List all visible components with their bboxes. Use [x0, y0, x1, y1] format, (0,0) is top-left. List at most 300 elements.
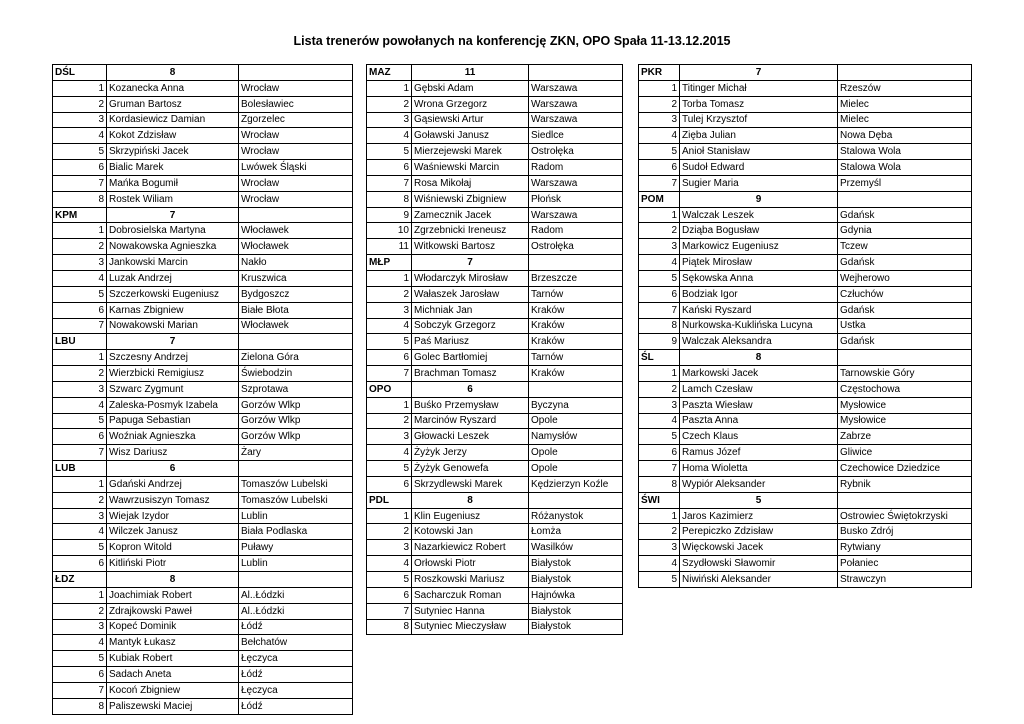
row-number: 11: [367, 239, 412, 255]
row-number: 5: [53, 540, 107, 556]
trainer-city: Lublin: [239, 508, 353, 524]
trainer-city: Białystok: [529, 619, 623, 635]
row-number: 2: [53, 492, 107, 508]
row-number: 3: [639, 112, 680, 128]
trainer-row: [367, 191, 623, 207]
trainer-row: [367, 112, 623, 128]
trainer-row: [367, 556, 623, 572]
region-code: MAZ: [367, 65, 412, 81]
page-title: Lista trenerów powołanych na konferencję ZKN, OPO Spała 11-13.12.2015: [293, 34, 731, 48]
trainer-row: [639, 286, 972, 302]
trainer-city: Al..Łódzki: [239, 587, 353, 603]
row-number: 7: [367, 366, 412, 382]
trainer-name: Niwiński Aleksander: [680, 572, 838, 588]
trainer-count: 7: [107, 207, 239, 223]
trainer-city: Świebodzin: [239, 366, 353, 382]
row-number: 1: [639, 80, 680, 96]
trainer-name: Tulej Krzysztof: [680, 112, 838, 128]
row-number: 10: [367, 223, 412, 239]
trainer-city: Rytwiany: [838, 540, 972, 556]
trainer-city: Człuchów: [838, 286, 972, 302]
row-number: 3: [53, 112, 107, 128]
empty-cell: [239, 572, 353, 588]
trainer-city: Kraków: [529, 318, 623, 334]
trainer-row: [639, 128, 972, 144]
row-number: 6: [53, 667, 107, 683]
empty-cell: [529, 381, 623, 397]
trainer-count: 7: [107, 334, 239, 350]
region-table-right: [638, 64, 972, 588]
row-number: 2: [367, 96, 412, 112]
trainer-name: Wałaszek Jarosław: [412, 286, 529, 302]
row-number: 4: [639, 556, 680, 572]
region-code: LUB: [53, 461, 107, 477]
trainer-name: Mantyk Łukasz: [107, 635, 239, 651]
trainer-city: Wrocław: [239, 175, 353, 191]
trainer-row: [639, 476, 972, 492]
row-number: 5: [639, 572, 680, 588]
trainer-city: Warszawa: [529, 96, 623, 112]
trainer-city: Radom: [529, 223, 623, 239]
row-number: 1: [639, 366, 680, 382]
trainer-name: Bialic Marek: [107, 160, 239, 176]
region-header-row: [639, 65, 972, 81]
trainer-row: [367, 587, 623, 603]
trainer-name: Buśko Przemysław: [412, 397, 529, 413]
row-number: 6: [53, 160, 107, 176]
region-header-row: [53, 207, 353, 223]
trainer-name: Żyżyk Jerzy: [412, 445, 529, 461]
trainer-city: Namysłów: [529, 429, 623, 445]
trainer-city: Hajnówka: [529, 587, 623, 603]
row-number: 7: [367, 175, 412, 191]
trainer-name: Mańka Bogumił: [107, 175, 239, 191]
trainer-row: [639, 445, 972, 461]
trainer-city: Mysłowice: [838, 413, 972, 429]
trainer-count: 7: [412, 255, 529, 271]
trainer-city: Rybnik: [838, 476, 972, 492]
trainer-city: Częstochowa: [838, 381, 972, 397]
region-header-row: [367, 492, 623, 508]
empty-cell: [838, 191, 972, 207]
trainer-row: [367, 128, 623, 144]
trainer-city: Włocławek: [239, 223, 353, 239]
row-number: 4: [53, 128, 107, 144]
trainer-count: 8: [412, 492, 529, 508]
trainer-name: Kordasiewicz Damian: [107, 112, 239, 128]
row-number: 2: [53, 366, 107, 382]
trainer-city: Stalowa Wola: [838, 160, 972, 176]
trainer-name: Wilczek Janusz: [107, 524, 239, 540]
trainer-row: [639, 160, 972, 176]
trainer-count: 11: [412, 65, 529, 81]
trainer-row: [53, 651, 353, 667]
trainer-row: [367, 318, 623, 334]
trainer-city: Tarnów: [529, 286, 623, 302]
row-number: 7: [639, 461, 680, 477]
region-header-row: [367, 255, 623, 271]
trainer-row: [53, 397, 353, 413]
trainer-name: Sadach Aneta: [107, 667, 239, 683]
trainer-row: [639, 556, 972, 572]
trainer-name: Witkowski Bartosz: [412, 239, 529, 255]
trainer-city: Płońsk: [529, 191, 623, 207]
trainer-name: Kitliński Piotr: [107, 556, 239, 572]
trainer-name: Woźniak Agnieszka: [107, 429, 239, 445]
trainer-name: Paszta Anna: [680, 413, 838, 429]
row-number: 4: [367, 318, 412, 334]
trainer-count: 8: [107, 572, 239, 588]
trainer-name: Golec Bartłomiej: [412, 350, 529, 366]
trainer-city: Zabrze: [838, 429, 972, 445]
trainer-city: Przemyśl: [838, 175, 972, 191]
trainer-name: Waśniewski Marcin: [412, 160, 529, 176]
empty-cell: [529, 255, 623, 271]
trainer-row: [53, 286, 353, 302]
region-code: ŁDZ: [53, 572, 107, 588]
row-number: 3: [639, 540, 680, 556]
trainer-row: [53, 667, 353, 683]
empty-cell: [239, 207, 353, 223]
trainer-city: Białe Błota: [239, 302, 353, 318]
region-header-row: [53, 334, 353, 350]
trainer-name: Kański Ryszard: [680, 302, 838, 318]
trainer-row: [639, 255, 972, 271]
trainer-name: Titinger Michał: [680, 80, 838, 96]
row-number: 2: [367, 524, 412, 540]
trainer-city: Ostrowiec Świętokrzyski: [838, 508, 972, 524]
trainer-name: Sacharczuk Roman: [412, 587, 529, 603]
row-number: 5: [639, 429, 680, 445]
trainer-name: Piątek Mirosław: [680, 255, 838, 271]
row-number: 1: [639, 508, 680, 524]
row-number: 3: [639, 239, 680, 255]
trainer-city: Lublin: [239, 556, 353, 572]
trainer-city: Warszawa: [529, 112, 623, 128]
trainer-row: [53, 160, 353, 176]
trainer-row: [53, 508, 353, 524]
trainer-row: [367, 160, 623, 176]
trainer-row: [53, 619, 353, 635]
row-number: 4: [53, 397, 107, 413]
trainer-city: Ostrołęka: [529, 239, 623, 255]
trainer-name: Karnas Zbigniew: [107, 302, 239, 318]
trainer-name: Kotowski Jan: [412, 524, 529, 540]
row-number: 4: [367, 556, 412, 572]
trainer-row: [367, 144, 623, 160]
trainer-name: Torba Tomasz: [680, 96, 838, 112]
region-header-row: [367, 65, 623, 81]
trainer-name: Zgrzebnicki Ireneusz: [412, 223, 529, 239]
row-number: 1: [367, 397, 412, 413]
trainer-city: Rzeszów: [838, 80, 972, 96]
row-number: 6: [639, 445, 680, 461]
trainer-name: Głowacki Leszek: [412, 429, 529, 445]
trainer-name: Nowakowska Agnieszka: [107, 239, 239, 255]
trainer-row: [53, 80, 353, 96]
row-number: 6: [53, 302, 107, 318]
region-code: ŚL: [639, 350, 680, 366]
trainer-row: [639, 223, 972, 239]
trainer-name: Włodarczyk Mirosław: [412, 270, 529, 286]
row-number: 2: [639, 381, 680, 397]
trainer-name: Więckowski Jacek: [680, 540, 838, 556]
trainer-city: Lwówek Śląski: [239, 160, 353, 176]
empty-cell: [239, 65, 353, 81]
trainer-row: [53, 255, 353, 271]
row-number: 4: [53, 270, 107, 286]
trainer-city: Gdańsk: [838, 255, 972, 271]
trainer-city: Gliwice: [838, 445, 972, 461]
trainer-city: Mielec: [838, 112, 972, 128]
trainer-row: [53, 556, 353, 572]
trainer-city: Gorzów Wlkp: [239, 397, 353, 413]
trainer-row: [639, 508, 972, 524]
trainer-city: Strawczyn: [838, 572, 972, 588]
trainer-city: Różanystok: [529, 508, 623, 524]
trainer-city: Wrocław: [239, 144, 353, 160]
trainer-name: Goławski Janusz: [412, 128, 529, 144]
trainer-name: Papuga Sebastian: [107, 413, 239, 429]
trainer-city: Biała Podlaska: [239, 524, 353, 540]
row-number: 7: [53, 682, 107, 698]
trainer-name: Gruman Bartosz: [107, 96, 239, 112]
trainer-name: Wawrzusiszyn Tomasz: [107, 492, 239, 508]
trainer-row: [53, 524, 353, 540]
trainer-city: Włocławek: [239, 318, 353, 334]
trainer-name: Kopeć Dominik: [107, 619, 239, 635]
trainer-name: Szczesny Andrzej: [107, 350, 239, 366]
row-number: 2: [53, 603, 107, 619]
empty-cell: [529, 492, 623, 508]
trainer-row: [639, 318, 972, 334]
trainer-name: Wierzbicki Remigiusz: [107, 366, 239, 382]
trainer-row: [639, 413, 972, 429]
row-number: 2: [53, 239, 107, 255]
trainer-name: Wisz Dariusz: [107, 445, 239, 461]
row-number: 8: [367, 191, 412, 207]
trainer-city: Opole: [529, 461, 623, 477]
trainer-row: [639, 572, 972, 588]
trainer-city: Opole: [529, 413, 623, 429]
row-number: 4: [53, 635, 107, 651]
row-number: 6: [53, 429, 107, 445]
trainer-city: Kraków: [529, 366, 623, 382]
trainer-name: Czech Klaus: [680, 429, 838, 445]
trainer-row: [53, 175, 353, 191]
trainer-name: Paszta Wiesław: [680, 397, 838, 413]
trainer-city: Ustka: [838, 318, 972, 334]
trainer-count: 8: [107, 65, 239, 81]
trainer-row: [53, 540, 353, 556]
trainer-city: Białystok: [529, 572, 623, 588]
trainer-row: [639, 524, 972, 540]
row-number: 3: [367, 112, 412, 128]
trainer-row: [367, 603, 623, 619]
trainer-name: Kopron Witold: [107, 540, 239, 556]
trainer-row: [367, 207, 623, 223]
trainer-name: Mierzejewski Marek: [412, 144, 529, 160]
trainer-city: Puławy: [239, 540, 353, 556]
trainer-name: Kubiak Robert: [107, 651, 239, 667]
row-number: 7: [53, 445, 107, 461]
trainer-city: Ostrołęka: [529, 144, 623, 160]
row-number: 3: [367, 540, 412, 556]
trainer-count: 6: [107, 461, 239, 477]
row-number: 2: [639, 524, 680, 540]
trainer-row: [639, 397, 972, 413]
trainer-name: Kokot Zdzisław: [107, 128, 239, 144]
trainer-row: [367, 366, 623, 382]
region-header-row: [639, 350, 972, 366]
trainer-row: [639, 112, 972, 128]
trainer-name: Sobczyk Grzegorz: [412, 318, 529, 334]
row-number: 6: [367, 476, 412, 492]
trainer-city: Opole: [529, 445, 623, 461]
trainer-city: Kraków: [529, 334, 623, 350]
trainer-row: [639, 80, 972, 96]
trainer-name: Dziąba Bogusław: [680, 223, 838, 239]
trainer-city: Łódź: [239, 619, 353, 635]
trainer-city: Wrocław: [239, 128, 353, 144]
row-number: 6: [53, 556, 107, 572]
trainer-name: Lamch Czesław: [680, 381, 838, 397]
row-number: 3: [367, 302, 412, 318]
row-number: 5: [367, 334, 412, 350]
row-number: 9: [639, 334, 680, 350]
trainer-row: [53, 239, 353, 255]
row-number: 7: [639, 175, 680, 191]
region-table-middle: [366, 64, 623, 635]
trainer-city: Kędzierzyn Koźle: [529, 476, 623, 492]
trainer-row: [53, 144, 353, 160]
region-code: PKR: [639, 65, 680, 81]
empty-cell: [838, 350, 972, 366]
row-number: 5: [639, 144, 680, 160]
trainer-name: Dobrosielska Martyna: [107, 223, 239, 239]
row-number: 7: [53, 318, 107, 334]
trainer-city: Łódź: [239, 698, 353, 714]
trainer-name: Gdański Andrzej: [107, 476, 239, 492]
trainer-name: Skrzypiński Jacek: [107, 144, 239, 160]
row-number: 4: [639, 128, 680, 144]
trainer-city: Kraków: [529, 302, 623, 318]
row-number: 5: [53, 144, 107, 160]
region-header-row: [53, 572, 353, 588]
trainer-row: [53, 492, 353, 508]
trainer-row: [367, 619, 623, 635]
trainer-name: Szwarc Zygmunt: [107, 381, 239, 397]
trainer-city: Mielec: [838, 96, 972, 112]
trainer-city: Tarnowskie Góry: [838, 366, 972, 382]
trainer-row: [53, 698, 353, 714]
trainer-city: Tczew: [838, 239, 972, 255]
trainer-name: Zamecznik Jacek: [412, 207, 529, 223]
trainer-row: [367, 397, 623, 413]
row-number: 1: [53, 350, 107, 366]
row-number: 4: [367, 128, 412, 144]
row-number: 1: [53, 80, 107, 96]
trainer-name: Wypiór Aleksander: [680, 476, 838, 492]
region-header-row: [53, 65, 353, 81]
trainer-name: Sękowska Anna: [680, 270, 838, 286]
trainer-city: Gorzów Wlkp: [239, 429, 353, 445]
trainer-city: Siedlce: [529, 128, 623, 144]
trainer-count: 9: [680, 191, 838, 207]
row-number: 1: [367, 508, 412, 524]
trainer-name: Walczak Aleksandra: [680, 334, 838, 350]
trainer-count: 8: [680, 350, 838, 366]
trainer-name: Orłowski Piotr: [412, 556, 529, 572]
trainer-row: [367, 239, 623, 255]
row-number: 1: [639, 207, 680, 223]
trainer-name: Skrzydlewski Marek: [412, 476, 529, 492]
trainer-row: [367, 175, 623, 191]
trainer-city: Łomża: [529, 524, 623, 540]
trainer-city: Białystok: [529, 556, 623, 572]
row-number: 7: [53, 175, 107, 191]
row-number: 1: [53, 476, 107, 492]
trainer-row: [367, 334, 623, 350]
trainer-name: Żyżyk Genowefa: [412, 461, 529, 477]
trainer-name: Sutyniec Hanna: [412, 603, 529, 619]
trainer-row: [367, 96, 623, 112]
trainer-row: [53, 302, 353, 318]
trainer-city: Radom: [529, 160, 623, 176]
row-number: 2: [53, 96, 107, 112]
trainer-city: Warszawa: [529, 175, 623, 191]
trainer-name: Sudoł Edward: [680, 160, 838, 176]
trainer-name: Marcinów Ryszard: [412, 413, 529, 429]
trainer-name: Bodziak Igor: [680, 286, 838, 302]
trainer-row: [53, 445, 353, 461]
region-header-row: [367, 381, 623, 397]
trainer-name: Wiśniewski Zbigniew: [412, 191, 529, 207]
trainer-row: [639, 239, 972, 255]
trainer-city: Białystok: [529, 603, 623, 619]
trainer-row: [53, 587, 353, 603]
trainer-row: [367, 429, 623, 445]
trainer-city: Łódź: [239, 667, 353, 683]
trainer-row: [639, 429, 972, 445]
trainer-city: Łęczyca: [239, 651, 353, 667]
trainer-name: Kozanecka Anna: [107, 80, 239, 96]
trainer-name: Szydłowski Sławomir: [680, 556, 838, 572]
trainer-name: Nowakowski Marian: [107, 318, 239, 334]
region-code: PDL: [367, 492, 412, 508]
trainer-row: [53, 96, 353, 112]
row-number: 8: [53, 698, 107, 714]
row-number: 1: [53, 587, 107, 603]
trainer-city: Wasilków: [529, 540, 623, 556]
trainer-city: Zielona Góra: [239, 350, 353, 366]
region-code: POM: [639, 191, 680, 207]
row-number: 4: [367, 445, 412, 461]
trainer-city: Wrocław: [239, 80, 353, 96]
trainer-row: [639, 207, 972, 223]
trainer-name: Roszkowski Mariusz: [412, 572, 529, 588]
trainer-name: Szczerkowski Eugeniusz: [107, 286, 239, 302]
trainer-city: Bolesławiec: [239, 96, 353, 112]
trainer-name: Kocoń Zbigniew: [107, 682, 239, 698]
trainer-row: [53, 112, 353, 128]
trainer-row: [53, 366, 353, 382]
trainer-row: [53, 350, 353, 366]
trainer-name: Joachimiak Robert: [107, 587, 239, 603]
row-number: 7: [639, 302, 680, 318]
row-number: 1: [53, 223, 107, 239]
trainer-count: 7: [680, 65, 838, 81]
